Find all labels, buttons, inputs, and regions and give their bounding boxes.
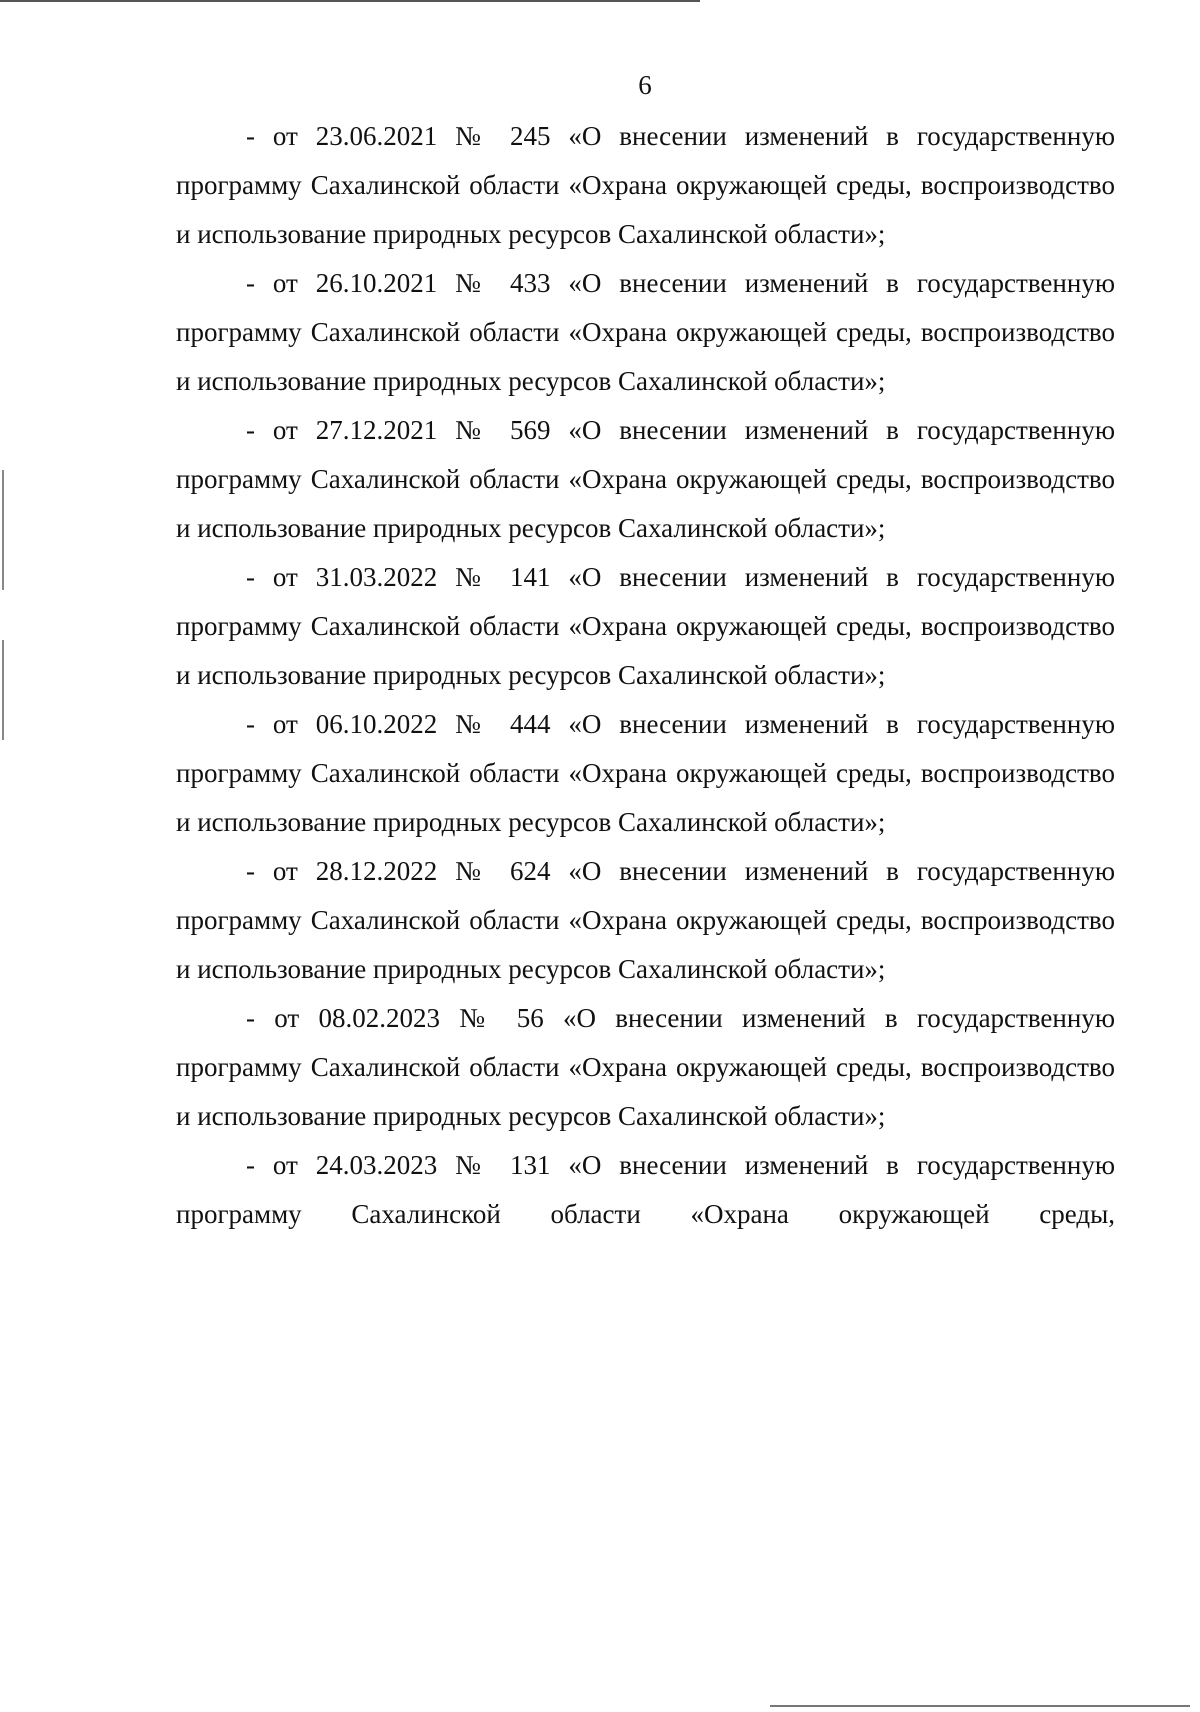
list-item: - от 23.06.2021 № 245 «О внесении изменений в государственную программу Сахалинской области «Охрана окружающей среды, воспроизводство и использование природных ресурсов Сахалинской области»; <box>176 121 1115 249</box>
scan-bottom-edge <box>770 1705 1190 1707</box>
document-body <box>176 112 1115 1239</box>
list-item: - от 06.10.2022 № 444 «О внесении изменений в государственную программу Сахалинской области «Охрана окружающей среды, воспроизводство и использование природных ресурсов Сахалинской области»; <box>176 709 1115 837</box>
list-item: - от 24.03.2023 № 131 «О внесении изменений в государственную программу Сахалинской области «Охрана окружающей среды, <box>176 1150 1115 1229</box>
scan-margin-mark <box>2 470 4 590</box>
scan-top-edge <box>0 0 700 2</box>
list-item: - от 26.10.2021 № 433 «О внесении изменений в государственную программу Сахалинской области «Охрана окружающей среды, воспроизводство и использование природных ресурсов Сахалинской области»; <box>176 268 1115 396</box>
list-item: - от 31.03.2022 № 141 «О внесении изменений в государственную программу Сахалинской области «Охрана окружающей среды, воспроизводство и использование природных ресурсов Сахалинской области»; <box>176 562 1115 690</box>
list-item: - от 08.02.2023 № 56 «О внесении изменений в государственную программу Сахалинской области «Охрана окружающей среды, воспроизводство и использование природных ресурсов Сахалинской области»; <box>176 1003 1115 1131</box>
scan-margin-mark <box>2 640 4 740</box>
list-item: - от 28.12.2022 № 624 «О внесении изменений в государственную программу Сахалинской области «Охрана окружающей среды, воспроизводство и использование природных ресурсов Сахалинской области»; <box>176 856 1115 984</box>
page-number: 6 <box>638 70 652 100</box>
list-item: - от 27.12.2021 № 569 «О внесении изменений в государственную программу Сахалинской области «Охрана окружающей среды, воспроизводство и использование природных ресурсов Сахалинской области»; <box>176 415 1115 543</box>
